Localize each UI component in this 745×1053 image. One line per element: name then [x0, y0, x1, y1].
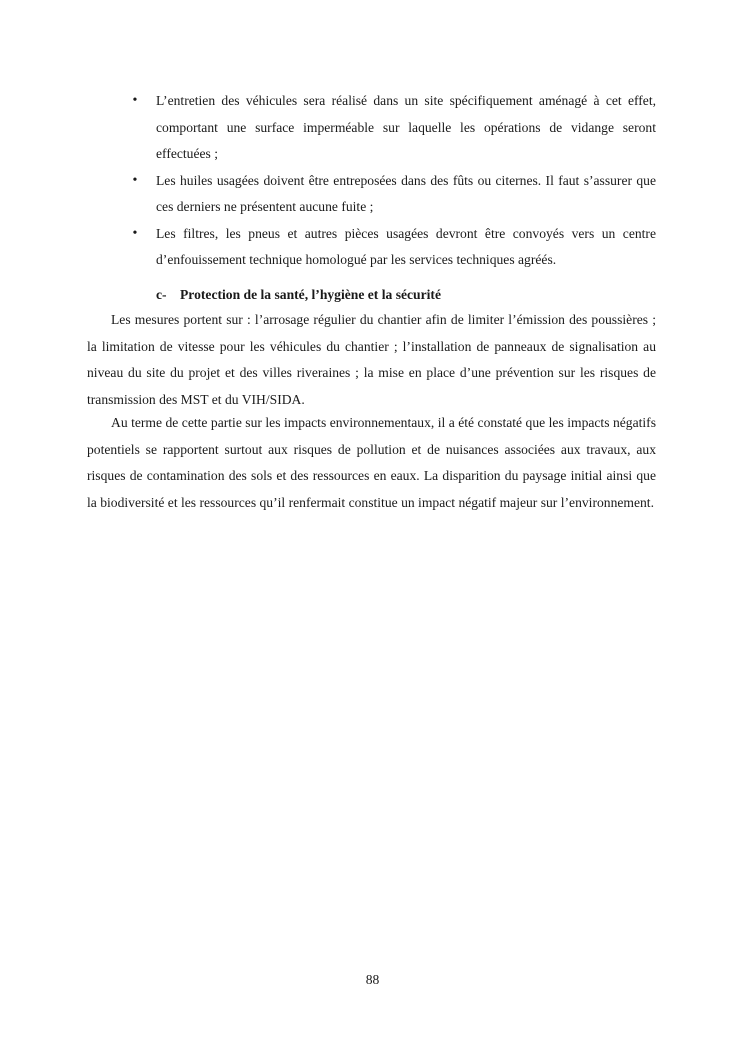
bullet-icon: •: [132, 93, 138, 108]
bullet-list: [130, 88, 656, 274]
bullet-text: Les filtres, les pneus et autres pièces usagées devront être convoyés vers un centre d’enfouissement technique homologué par les services techniques agréés.: [156, 225, 656, 267]
bullet-item-used-parts: [130, 221, 656, 274]
bullet-icon: •: [132, 172, 138, 188]
bullet-item-vehicle-maintenance: [130, 88, 656, 168]
bullet-icon: •: [132, 225, 138, 241]
paragraph-measures: Les mesures portent sur : l’arrosage régulier du chantier afin de limiter l’émission des poussières ; la limitation de vitesse pour les véhicules du chantier ; l’installation de panneaux de signalisation au niveau du site du projet et des villes riveraines ; la mise en place d’une prévention sur les risques de transmission des MST et du VIH/SIDA.: [87, 312, 656, 407]
bullet-item-used-oils: [130, 168, 656, 221]
section-title: Protection de la santé, l’hygiène et la sécurité: [180, 287, 441, 302]
page-number: 88: [365, 972, 380, 987]
section-heading: [156, 284, 441, 306]
bullet-text: Les huiles usagées doivent être entreposées dans des fûts ou citernes. Il faut s’assurer que ces derniers ne présentent aucune fuite ;: [156, 172, 656, 214]
bullet-text: L’entretien des véhicules sera réalisé dans un site spécifiquement aménagé à cet effet, comportant une surface imperméable sur laquelle les opérations de vidange seront effectuées ;: [156, 93, 656, 161]
section-marker: c-: [156, 287, 167, 302]
paragraph-conclusion: Au terme de cette partie sur les impacts environnementaux, il a été constaté que les impacts négatifs potentiels se rapportent surtout aux risques de pollution et de nuisances associées aux travaux, aux risques de contamination des sols et des ressources en eaux. La disparition du paysage initial ainsi que la biodiversité et les ressources qu’il renfermait constitue un impact négatif majeur sur l’environnement.: [87, 415, 656, 510]
